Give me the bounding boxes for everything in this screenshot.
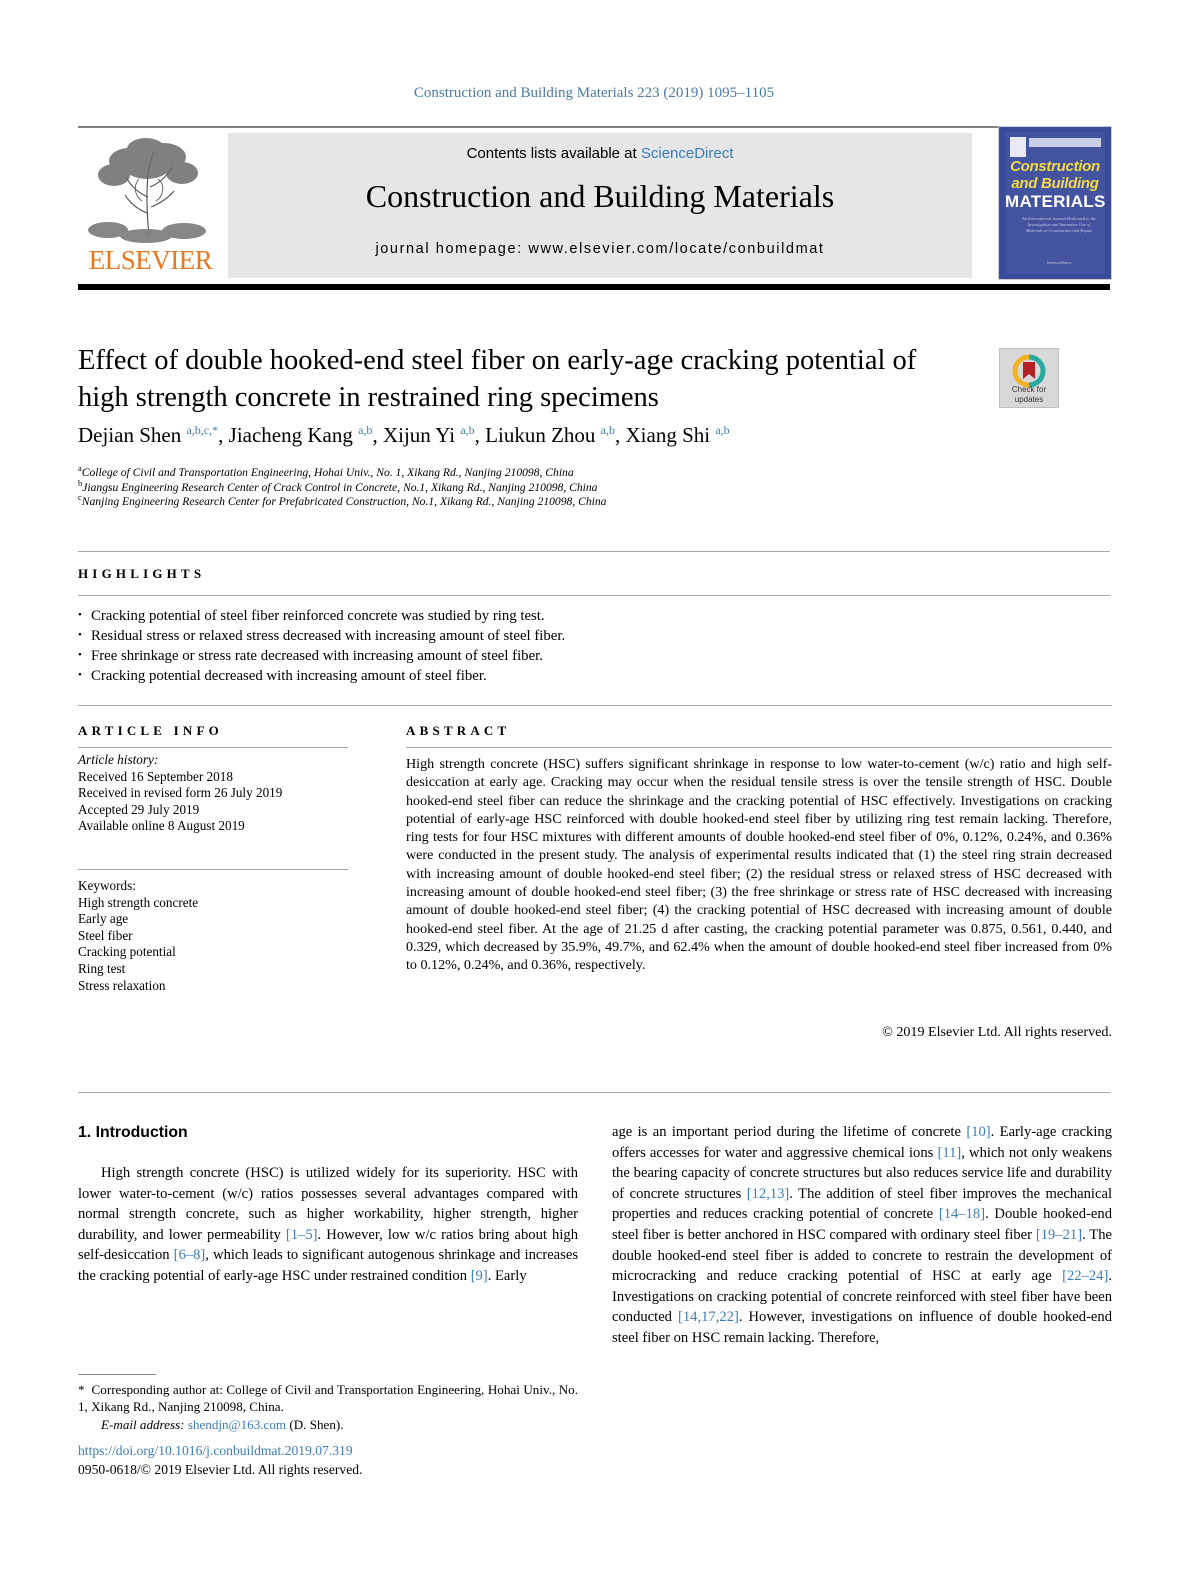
author-name: Liukun Zhou [485, 423, 596, 447]
contents-lists-line [228, 145, 972, 162]
crossmark-badge[interactable] [999, 348, 1059, 408]
affiliation-mark: a [78, 463, 82, 474]
article-history [78, 752, 348, 835]
highlights-under-rule [78, 595, 1110, 596]
article-history-item: Available online 8 August 2019 [78, 818, 245, 834]
doi-link[interactable]: https://doi.org/10.1016/j.conbuildmat.2019.07.319 [78, 1443, 353, 1458]
article-history-item: Received in revised form 26 July 2019 [78, 785, 283, 801]
article-info-label: ARTICLE INFO [78, 723, 223, 738]
highlight-item: • Cracking potential of steel fiber reinforced concrete was studied by ring test. [78, 606, 1078, 626]
corresponding-author-note [78, 1381, 578, 1433]
footnote-corresponding: * Corresponding author at: College of Civil and Transportation Engineering, Hohai Univ., No. 1, Xikang Rd., Nanjing 210098, China. [78, 1382, 578, 1415]
running-head: Construction and Building Materials 223 (2019) 1095–1105 [413, 85, 775, 101]
header-top-rule [78, 126, 1110, 128]
article-info-under-rule [78, 747, 348, 748]
highlights-label: HIGHLIGHTS [78, 566, 206, 581]
keywords-label: Keywords: [78, 878, 136, 893]
citation-link[interactable]: [14–18] [938, 1206, 986, 1223]
article-history-label: Article history: [78, 752, 159, 767]
affiliation-mark: b [78, 477, 83, 488]
header-bottom-rule [78, 284, 1110, 290]
contents-prefix: Contents lists available at [466, 145, 641, 162]
intro-paragraph-left: High strength concrete (HSC) is utilized widely for its superiority. HSC with lower water-to-cement (w/c) ratios possesses several advantages compared with normal strength concrete, such as higher workability, higher strength, higher durability, and lower permeability [1–5]. However, low w/c ratios bring about high self-desiccation [6–8], which leads to significant autogenous shrinkage and increases the cracking potential of early-age HSC under restrained condition [9]. Early [78, 1165, 578, 1284]
keyword-item: High strength concrete [78, 894, 199, 910]
keyword-item: Stress relaxation [78, 977, 166, 993]
footer-doi-block [78, 1442, 598, 1479]
author-affiliation-marks: a,b [460, 423, 475, 437]
author-name: Jiacheng Kang [228, 423, 353, 447]
affiliation-list [78, 463, 978, 510]
highlight-item: • Free shrinkage or stress rate decreased with increasing amount of steel fiber. [78, 646, 1078, 666]
author-affiliation-marks: a,b [600, 423, 615, 437]
cover-inner-panel [1005, 132, 1105, 274]
keyword-item: Cracking potential [78, 944, 176, 960]
elsevier-tree-icon [84, 135, 214, 245]
crossmark-label: Check for updates [1011, 385, 1047, 404]
cover-line-3: MATERIALS [1005, 192, 1106, 211]
corresponding-author-marker[interactable]: * [212, 423, 219, 437]
elsevier-wordmark: ELSEVIER [88, 245, 213, 275]
citation-link[interactable]: [19–21] [1035, 1226, 1083, 1243]
section-heading-introduction: 1. Introduction [78, 1124, 188, 1141]
affiliation-item: $^c$Nanjing Engineering Research Center for Prefabricated Construction, No.1, Xikang Rd., Nanjing 210098, China [78, 492, 607, 509]
header-grey-panel [228, 133, 972, 278]
highlight-item: • Residual stress or relaxed stress decreased with increasing amount of steel fiber. [78, 626, 1078, 646]
author-affiliation-marks: a,b [715, 423, 730, 437]
copyright-line: © 2019 Elsevier Ltd. All rights reserved. [882, 1024, 1112, 1040]
abstract-label: ABSTRACT [406, 723, 511, 738]
cover-elsevier-mark [1010, 137, 1026, 157]
cover-line-1: Construction [1010, 158, 1100, 175]
keyword-item: Steel fiber [78, 927, 133, 943]
citation-link[interactable]: [9] [470, 1267, 488, 1284]
intro-paragraph-right: age is an important period during the lifetime of concrete [10]. Early-age cracking offers accesses for water and aggressive chemical ions [11], which not only weakens the bearing capacity of concrete structures but also reduces service life and durability of concrete structures [12,13]. The addition of steel fiber improves the mechanical properties and reduces cracking potential of concrete [14–18]. Double hooked-end steel fiber is better anchored in HSC compared with ordinary steel fiber [19–21]. The double hooked-end steel fiber is added to concrete to restrain the development of microcracking and reduce cracking potential of HSC at early age [22–24]. Investigations on cracking potential of concrete reinforced with steel fiber have been conducted [14,17,22]. However, investigations on influence of double hooked-end steel fiber on HSC remain lacking. Therefore, [612, 1124, 1112, 1346]
author-affiliation-marks: a,b [358, 423, 373, 437]
journal-cover-thumbnail [998, 126, 1112, 280]
cover-subtitle: An International Journal Dedicated to the Investigation and Innovative Use of Materials in Construction and Repair [1021, 216, 1097, 233]
email-owner: (D. Shen). [289, 1416, 344, 1432]
issn-copyright-line: 0950-0618/© 2019 Elsevier Ltd. All rights reserved. [78, 1461, 363, 1477]
body-top-rule [78, 1092, 1110, 1093]
footnote-email-line [78, 1416, 578, 1433]
info-top-rule [78, 705, 408, 706]
abstract-under-rule [406, 747, 1112, 748]
abstract-top-rule [406, 705, 1112, 706]
author-name: Xijun Yi [382, 423, 456, 447]
highlight-item: • Cracking potential decreased with increasing amount of steel fiber. [78, 666, 1078, 686]
author-name: Dejian Shen [78, 423, 182, 447]
email-link[interactable]: shendjn@163.com [187, 1416, 287, 1432]
citation-link[interactable]: [14,17,22] [678, 1309, 739, 1326]
email-label: E-mail address: [101, 1416, 185, 1432]
cover-line-2: and Building [1011, 175, 1099, 192]
author-affiliation-marks: a,b,c, [186, 423, 213, 437]
crossmark-icon [1012, 354, 1046, 388]
cover-footer: ScienceDirect [1046, 260, 1072, 265]
journal-homepage-link[interactable]: journal homepage: www.elsevier.com/locate/conbuildmat [375, 241, 825, 257]
journal-title: Construction and Building Materials [365, 178, 835, 214]
keyword-item: Ring test [78, 960, 126, 976]
body-column-left [78, 1163, 578, 1287]
footnote-star: * [78, 1382, 85, 1397]
highlights-list [78, 606, 1078, 686]
keywords-rule [78, 869, 348, 870]
affiliation-item: $^b$Jiangsu Engineering Research Center of Crack Control in Concrete, No.1, Xikang Rd., Nanjing 210098, China [78, 477, 598, 494]
author-name: Xiang Shi [625, 423, 711, 447]
highlights-top-rule [78, 551, 1110, 552]
footnote-rule [78, 1374, 156, 1375]
keywords-list [78, 878, 348, 994]
citation-link[interactable]: [12,13] [746, 1185, 790, 1202]
affiliation-item: $^a$College of Civil and Transportation Engineering, Hohai Univ., No. 1, Xikang Rd., Nanjing 210098, China [78, 463, 574, 479]
citation-link[interactable]: [22–24] [1062, 1268, 1109, 1285]
journal-header-band [78, 133, 1110, 278]
elsevier-logo [78, 133, 223, 278]
citation-link[interactable]: [10] [966, 1124, 991, 1140]
article-history-item: Received 16 September 2018 [78, 768, 233, 784]
page-title: Effect of double hooked-end steel fiber on early-age cracking potential of high strength concrete in restrained ring specimens [78, 345, 917, 413]
sciencedirect-link[interactable]: ScienceDirect [640, 145, 734, 162]
citation-link[interactable]: [1–5] [285, 1226, 318, 1243]
author-list: Dejian Shen $^{a,b,c,*}$, Jiacheng Kang $^{a,b}$, Xijun Yi $^{a,b}$, Liukun Zhou $^{a,b}$, Xiang Shi $^{a,b}$ [78, 423, 730, 447]
affiliation-mark: c [78, 492, 82, 503]
citation-link[interactable]: [6–8] [173, 1247, 206, 1264]
keyword-item: Early age [78, 911, 129, 927]
citation-link[interactable]: [11] [937, 1144, 962, 1161]
body-column-right [612, 1122, 1112, 1349]
abstract-text: High strength concrete (HSC) suffers significant shrinkage in response to low water-to-cement (w/c) ratio and high self-desiccation at early age. Cracking may occur when the residual tensile stress is over the tensile strength of HSC. Double hooked-end steel fiber can reduce the shrinkage and the cracking potential of HSC effectively. Investigations on cracking potential of early-age HSC reinforced with double hooked-end steel fiber by utilizing ring test remain lacking. Therefore, ring tests for four HSC mixtures with different amounts of double hooked-end steel fiber of 0%, 0.12%, 0.24%, and 0.36% were conducted in the present study. The analysis of experimental results indicated that (1) the steel ring strain decreased with increasing amount of double hooked-end steel fiber; (2) the residual stress or relaxed stress of HSC decreased with increasing amount of double hooked-end steel fiber; (3) the free shrinkage or stress rate of HSC decreased with increasing amount of double hooked-end steel fiber; (4) the cracking potential of HSC decreased with increasing amount of double hooked-end steel fiber. At the age of 21.25 d after casting, the cracking potential parameter was 0.875, 0.561, 0.440, and 0.329, which decreased by 35.9%, 49.7%, and 62.4% when the amount of double hooked-end steel fiber increased from 0% to 0.12%, 0.24%, and 0.36%, respectively. [406, 756, 1112, 974]
article-history-item: Accepted 29 July 2019 [78, 801, 200, 817]
cover-top-bar [1029, 138, 1101, 147]
